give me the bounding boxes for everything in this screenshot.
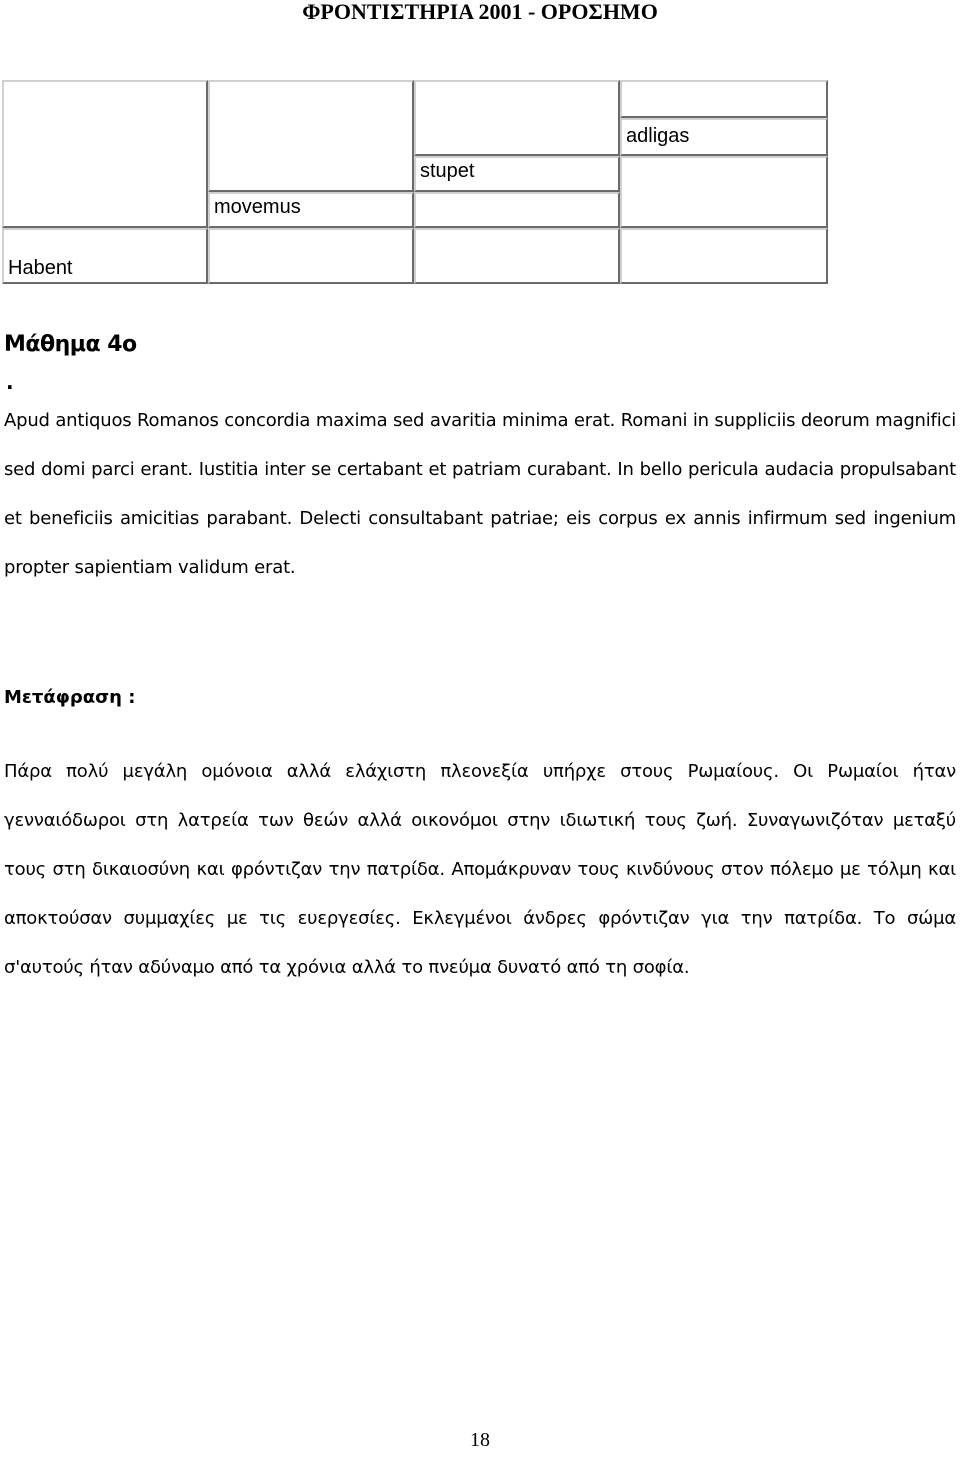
stair-cell <box>414 228 620 284</box>
stair-cell <box>414 80 620 156</box>
stair-word-adligas: adligas <box>626 125 690 147</box>
stair-cell <box>414 192 620 228</box>
stair-cell <box>620 228 828 284</box>
translation-heading: Μετάφραση : <box>4 687 136 708</box>
stair-word-stupet: stupet <box>420 160 475 182</box>
stair-cell-adligas <box>620 118 828 156</box>
lesson-dot: . <box>6 370 14 394</box>
stair-cell-movemus <box>208 192 414 228</box>
stair-cell <box>2 80 208 228</box>
stair-cell-habent <box>2 228 208 284</box>
lesson-title: Μάθημα 4ο <box>4 332 137 357</box>
stair-word-movemus: movemus <box>214 196 301 218</box>
stair-cell <box>620 80 828 118</box>
stair-cell-stupet <box>414 156 620 192</box>
stair-cell <box>208 80 414 192</box>
page-number: 18 <box>470 1429 490 1451</box>
page-header-title: ΦΡΟΝΤΙΣΤΗΡΙΑ 2001 - ΟΡΟΣΗΜΟ <box>302 0 658 24</box>
translation-text: Πάρα πολύ μεγάλη ομόνοια αλλά ελάχιστη πλεονεξία υπήρχε στους Ρωμαίους. Οι Ρωμαίοι ήταν γενναιόδωροι στη λατρεία των θεών αλλά οικονόμοι στην ιδιωτική τους ζωή. Συναγωνιζόταν μεταξύ τους στη δικαιοσύνη και φρόντιζαν την πατρίδα. Απομάκρυναν τους κινδύνους στον πόλεμο με τόλμη και αποκτούσαν συμμαχίες με τις ευεργεσίες. Εκλεγμένοι άνδρες φρόντιζαν για την πατρίδα. Το σώμα σ'αυτούς ήταν αδύναμο από τα χρόνια αλλά το πνεύμα δυνατό από τη σοφία. <box>4 761 956 978</box>
stair-cell <box>620 156 828 228</box>
latin-text: Apud antiquos Romanos concordia maxima sed avaritia minima erat. Romani in suppliciis deorum magnifici sed domi parci erant. Iustitia inter se certabant et patriam curabant. In bello pericula audacia propulsabant et beneficiis amicitias parabant. Delecti consultabant patriae; eis corpus ex annis infirmum sed ingenium propter sapientiam validum erat. <box>4 410 956 578</box>
stair-word-habent: Habent <box>8 257 73 279</box>
stair-cell <box>208 228 414 284</box>
